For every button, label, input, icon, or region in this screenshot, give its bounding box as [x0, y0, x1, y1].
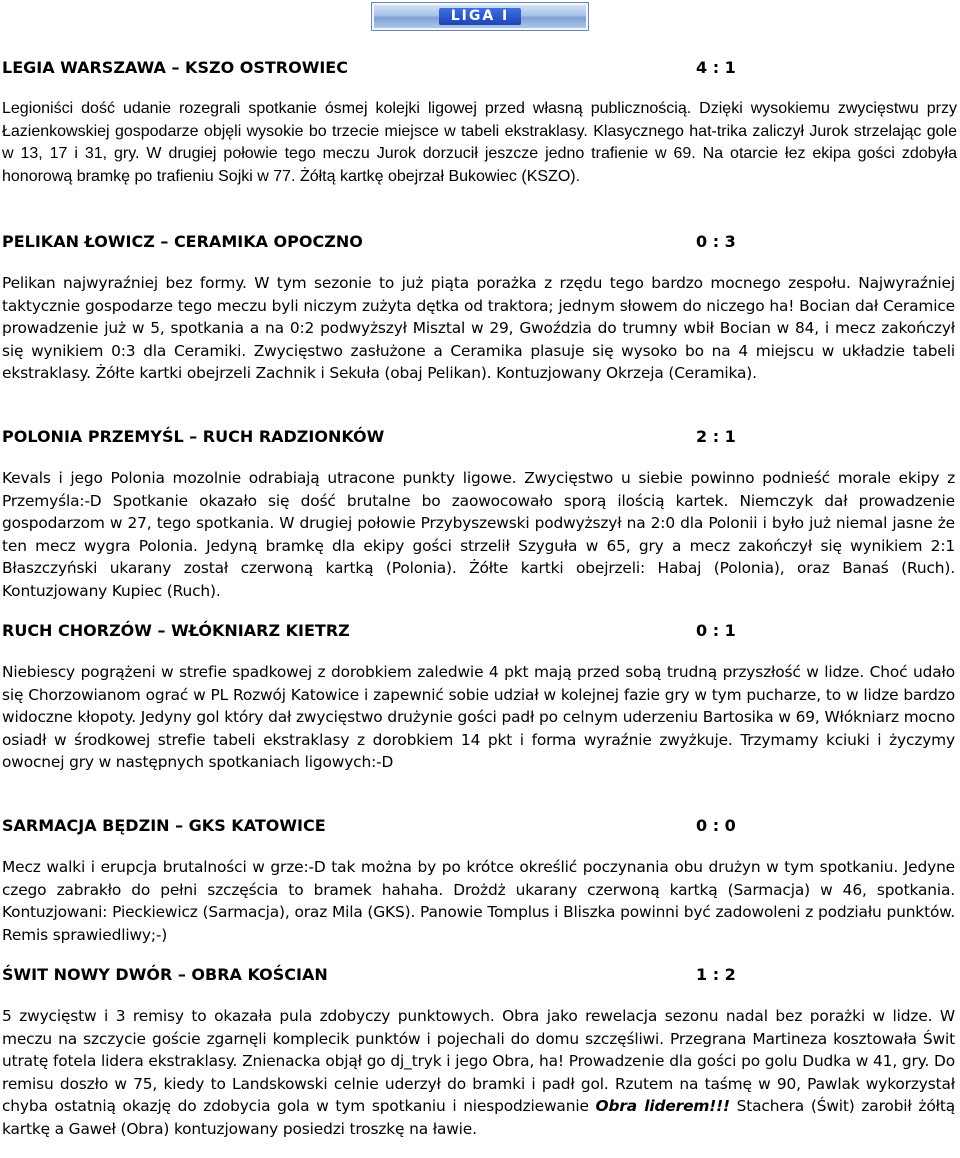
match-report-text: Mecz walki i erupcja brutalności w grze:-D tak można by po krótce określić poczynania obu drużyn w tym spotkaniu. Jedyne czego zabrakło do pełni szczęścia to bramek hahaha. Drożdż ukarany czerwoną kartką (Sarmacja) w 46, spotkania. Kontuzjowani: Pieckiewicz (Sarmacja), oraz Mila (GKS). Panowie Tomplus i Bliszka powinni być zadowoleni z podziału punktów. Remis sprawiedliwy;-)	[2, 858, 955, 944]
match-score: 0 : 0	[696, 816, 736, 835]
match-header	[2, 814, 957, 838]
banner-title: LIGA I	[450, 8, 510, 24]
liga-banner	[371, 2, 589, 31]
match-title: ŚWIT NOWY DWÓR – OBRA KOŚCIAN	[2, 965, 328, 984]
match-title: RUCH CHORZÓW – WŁÓKNIARZ KIETRZ	[2, 621, 350, 640]
report-text-after: Stachera (Świt) zarobił żółtą kartkę a Gaweł (Obra) kontuzjowany posiedzi troszkę na ławie.	[2, 1097, 955, 1138]
match-header	[2, 963, 957, 987]
match-header	[2, 230, 957, 254]
match-report-text	[2, 1005, 955, 1141]
match-report-text: Niebiescy pogrążeni w strefie spadkowej z dorobkiem zaledwie 4 pkt mają przed sobą trudną przyszłość w lidze. Choć udało się Chorzowianom ograć w PL Rozwój Katowice i zapewnić sobie udział w kolejnej fazie gry w tym pucharze, to w lidze bardzo widoczne kłopoty. Jedyny gol który dał zwycięstwo drużynie gości padł po celnym uderzeniu Bartosika w 69, Włókniarz mocno osiadł w środkowej strefie tabeli ekstraklasy z dorobkiem 14 pkt i forma wyraźnie zwyżkuje. Trzymamy kciuki i życzymy owocnej gry w następnych spotkaniach ligowych:-D	[2, 663, 955, 772]
report-text-before: 5 zwycięstw i 3 remisy to okazała pula zdobyczy punktowych. Obra jako rewelacja sezonu nadal bez porażki w lidze. W meczu na szczycie goście zgarnęli komplecik punktów i pojechali do domu szczęśliwi. Przegrana Martineza kosztowała Świt utratę fotela lidera ekstraklasy. Znienacka objął go dj_tryk i jego Obra, ha! Prowadzenie dla gości po golu Dudka w 41, gry. Do remisu doszło w 75, kiedy to Landskowski celnie uderzył do bramki i padł gol. Rzutem na taśmę w 90, Pawlak wykorzystał chyba ostatnią okazję do zdobycia gola w tym spotkaniu i niespodziewanie	[2, 1007, 955, 1116]
match-header	[2, 56, 957, 80]
match-report	[2, 619, 957, 772]
match-report-text: Kevals i jego Polonia mozolnie odrabiają utracone punkty ligowe. Zwycięstwo u siebie powinno podnieść morale ekipy z Przemyśla:-D Spotkanie okazało się dość brutalne bo zaowocowało sporą ilością kartek. Niemczyk dał prowadzenie gospodarzom w 27, tego spotkania. W drugiej połowie Przybyszewski podwyższył na 2:0 dla Polonii i było już niemal jasne że ten mecz wygra Polonia. Jedyną bramkę dla ekipy gości strzelił Szyguła w 65, gry a mecz zakończył się wynikiem 2:1 Błaszczyński ukarany został czerwoną kartką (Polonia). Żółte kartki obejrzeli: Habaj (Polonia), oraz Banaś (Ruch). Kontuzjowany Kupiec (Ruch).	[2, 469, 955, 600]
match-report	[2, 425, 957, 600]
match-report-text: Legioniści dość udanie rozegrali spotkanie ósmej kolejki ligowej przed własną publicznością. Dzięki wysokiemu zwycięstwu przy Łazienkowskiej gospodarze objęli wysokie bo trzecie miejsce w tabeli ekstraklasy. Klasycznego hat-trika zaliczył Jurok strzelając gole w 13, 17 i 31, gry. W drugiej połowie tego meczu Jurok dorzucił jeszcze jedno trafienie w 69. Na otarcie łez ekipa gości zdobyła honorową bramkę po trafieniu Sojki w 77. Żółtą kartkę obejrzał Bukowiec (KSZO).	[2, 100, 957, 185]
match-score: 4 : 1	[696, 58, 736, 77]
match-report	[2, 230, 957, 383]
match-score: 2 : 1	[696, 427, 736, 446]
match-score: 0 : 1	[696, 621, 736, 640]
match-header	[2, 425, 957, 449]
match-title: SARMACJA BĘDZIN – GKS KATOWICE	[2, 816, 326, 835]
match-title: LEGIA WARSZAWA – KSZO OSTROWIEC	[2, 58, 348, 77]
match-report	[2, 56, 957, 185]
match-title: PELIKAN ŁOWICZ – CERAMIKA OPOCZNO	[2, 232, 363, 251]
match-header	[2, 619, 957, 643]
report-emphasis: Obra liderem!!!	[595, 1097, 730, 1116]
match-report	[2, 814, 957, 944]
match-report-text: Pelikan najwyraźniej bez formy. W tym sezonie to już piąta porażka z rzędu tego bardzo mocnego zespołu. Najwyraźniej taktycznie gospodarze tego meczu byli niczym zużyta dętka od traktora; jednym słowem do niczego ha! Bocian dał Ceramice prowadzenie już w 5, spotkania a na 0:2 podwyższył Misztal w 29, Gwoździa do trumny wbił Bocian w 84, i mecz zakończył się wynikiem 0:3 dla Ceramiki. Zwycięstwo zasłużone a Ceramika plasuje się wysoko bo na 4 miejscu w układzie tabeli ekstraklasy. Żółte kartki obejrzeli Zachnik i Sekuła (obaj Pelikan). Kontuzjowany Okrzeja (Ceramika).	[2, 274, 955, 383]
match-title: POLONIA PRZEMYŚL – RUCH RADZIONKÓW	[2, 427, 385, 446]
match-score: 0 : 3	[696, 232, 736, 251]
match-score: 1 : 2	[696, 965, 736, 984]
banner-plate	[439, 8, 522, 25]
match-report	[2, 963, 957, 1138]
